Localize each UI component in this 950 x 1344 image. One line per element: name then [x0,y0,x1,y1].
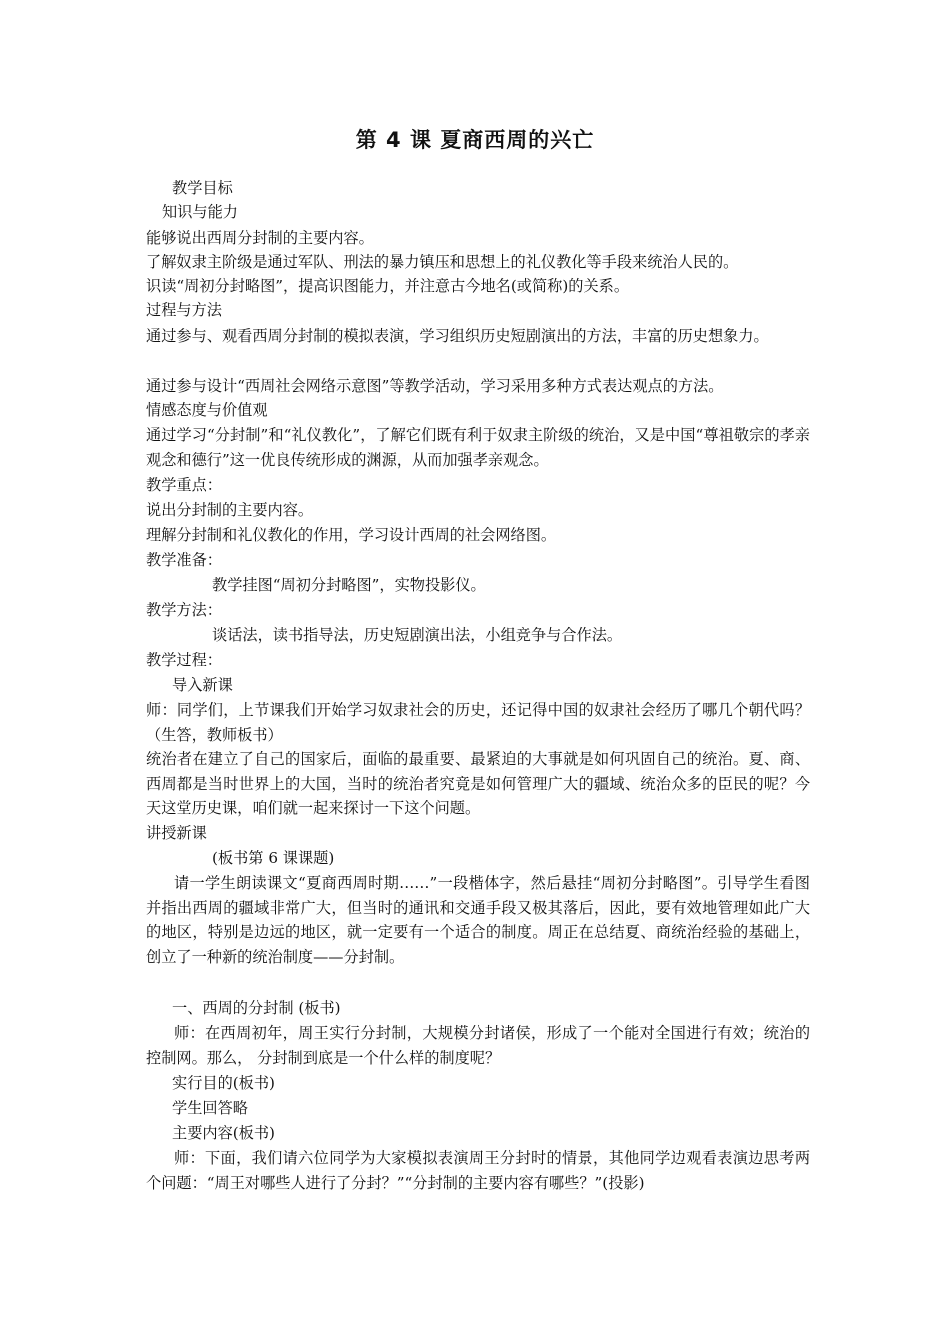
paragraph: 了解奴隶主阶级是通过军队、刑法的暴力镇压和思想上的礼仪教化等手段来统治人民的。 [146,253,739,271]
heading-method: 教学方法： [146,601,222,619]
paragraph: 主要内容(板书) [172,1124,275,1142]
heading-knowledge-ability: 知识与能力 [162,203,238,221]
heading-new-lesson: 讲授新课 [146,824,207,842]
paragraph: 师：同学们，上节课我们开始学习奴隶社会的历史，还记得中国的奴隶社会经历了哪几个朝代吗？（生答，教师板书） [146,701,810,744]
lesson-title: 第 4 课 夏商西周的兴亡 [355,128,595,152]
paragraph: 说出分封制的主要内容。 [146,501,314,519]
paragraph: 统治者在建立了自己的国家后，面临的最重要、最紧迫的大事就是如何巩固自己的统治。夏、商、西周都是当时世界上的大国，当时的统治者究竟是如何管理广大的疆域、统治众多的臣民的呢？今天这堂历史课，咱们就一起来探讨一下这个问题。 [146,750,810,817]
paragraph: 请一学生朗读课文“夏商西周时期……”一段楷体字，然后悬挂“周初分封略图”。引导学生看图并指出西周的疆域非常广大，但当时的通讯和交通手段又极其落后，因此，要有效地管理如此广大的地区，特别是边远的地区，就一定要有一个适合的制度。周正在总结夏、商统治经验的基础上，创立了一种新的统治制度——分封制。 [146,874,810,966]
paragraph: 实行目的(板书) [172,1074,275,1092]
paragraph: 谈话法，读书指导法，历史短剧演出法，小组竞争与合作法。 [212,626,623,644]
heading-key-points: 教学重点： [146,476,222,494]
heading-preparation: 教学准备： [146,551,222,569]
heading-teaching-goals: 教学目标 [172,179,233,197]
paragraph: 理解分封制和礼仪教化的作用，学习设计西周的社会网络图。 [146,526,557,544]
paragraph: 师：在西周初年，周王实行分封制，大规模分封诸侯，形成了一个能对全国进行有效；统治的控制网。那么， 分封制到底是一个什么样的制度呢？ [146,1024,810,1067]
heading-process-method: 过程与方法 [146,301,222,319]
paragraph: 师：下面，我们请六位同学为大家模拟表演周王分封时的情景，其他同学边观看表演边思考两个问题：“周王对哪些人进行了分封？”“分封制的主要内容有哪些？”(投影) [146,1149,810,1192]
heading-attitude-values: 情感态度与价值观 [146,401,268,419]
paragraph: 通过参与、观看西周分封制的模拟表演，学习组织历史短剧演出的方法，丰富的历史想象力。 [146,327,769,345]
heading-procedure: 教学过程： [146,651,222,669]
heading-intro: 导入新课 [172,676,233,694]
paragraph: 识读“周初分封略图”，提高识图能力，并注意古今地名(或简称)的关系。 [146,277,630,295]
paragraph: 通过参与设计“西周社会网络示意图”等教学活动，学习采用多种方式表达观点的方法。 [146,377,724,395]
paragraph: 教学挂图“周初分封略图”，实物投影仪。 [212,576,486,594]
paragraph: (板书第 6 课课题) [212,849,335,867]
paragraph: 通过学习“分封制”和“礼仪教化”，了解它们既有利于奴隶主阶级的统治，又是中国“尊祖敬宗的孝亲观念和德行”这一优良传统形成的渊源，从而加强孝亲观念。 [146,426,810,469]
paragraph: 学生回答略 [172,1099,248,1117]
paragraph: 能够说出西周分封制的主要内容。 [146,229,374,247]
heading-section-one: 一、西周的分封制 (板书) [172,999,341,1017]
